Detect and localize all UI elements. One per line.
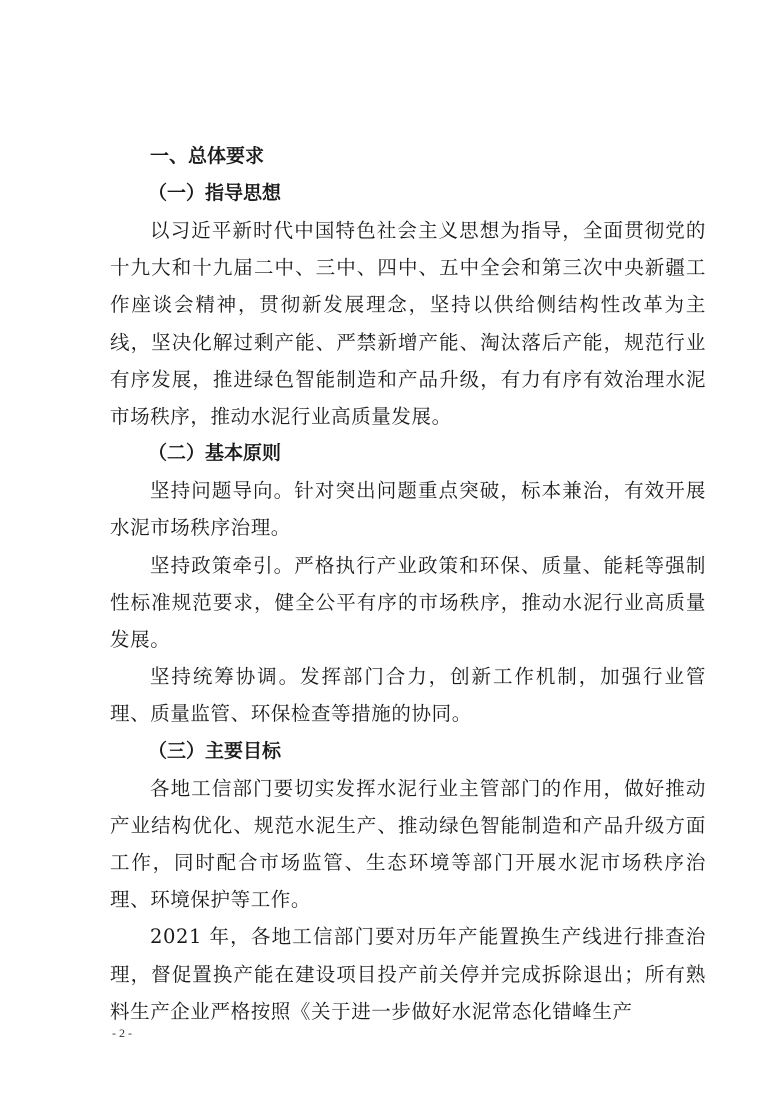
paragraph-coordination: 坚持统筹协调。发挥部门合力，创新工作机制，加强行业管理、质量监管、环保检查等措施的协同。 <box>110 665 706 726</box>
section-heading: 一、总体要求 <box>150 145 265 167</box>
page-number: - 2 - <box>112 1026 132 1040</box>
paragraph-policy-guidance: 坚持政策牵引。严格执行产业政策和环保、质量、能耗等强制性标准规范要求，健全公平有序的市场秩序，推动水泥行业高质量发展。 <box>110 553 706 652</box>
paragraph-guiding-ideology: 以习近平新时代中国特色社会主义思想为指导，全面贯彻党的十九大和十九届二中、三中、四中、五中全会和第三次中央新疆工作座谈会精神，贯彻新发展理念，坚持以供给侧结构性改革为主线，坚决化解过剩产能、严禁新增产能、淘汰落后产能，规范行业有序发展，推进绿色智能制造和产品升级，有力有序有效治理水泥市场秩序，推动水泥行业高质量发展。 <box>110 219 706 429</box>
subsection-heading-guiding-ideology: （一）指导思想 <box>148 182 282 204</box>
subsection-heading-main-goals: （三）主要目标 <box>148 739 282 762</box>
paragraph-2021-tasks: 2021 年，各地工信部门要对历年产能置换生产线进行排查治理，督促置换产能在建设项目投产前关停并完成拆除退出；所有熟料生产企业严格按照《关于进一步做好水泥常态化错峰生产 <box>110 925 706 1023</box>
subsection-heading-basic-principles: （二）基本原则 <box>148 442 282 465</box>
paragraph-department-role: 各地工信部门要切实发挥水泥行业主管部门的作用，做好推动产业结构优化、规范水泥生产、推动绿色智能制造和产品升级方面工作，同时配合市场监管、生态环境等部门开展水泥市场秩序治理、环境保护等工作。 <box>110 776 706 912</box>
document-body <box>110 138 706 1030</box>
paragraph-problem-oriented: 坚持问题导向。针对突出问题重点突破，标本兼治，有效开展水泥市场秩序治理。 <box>110 479 706 540</box>
